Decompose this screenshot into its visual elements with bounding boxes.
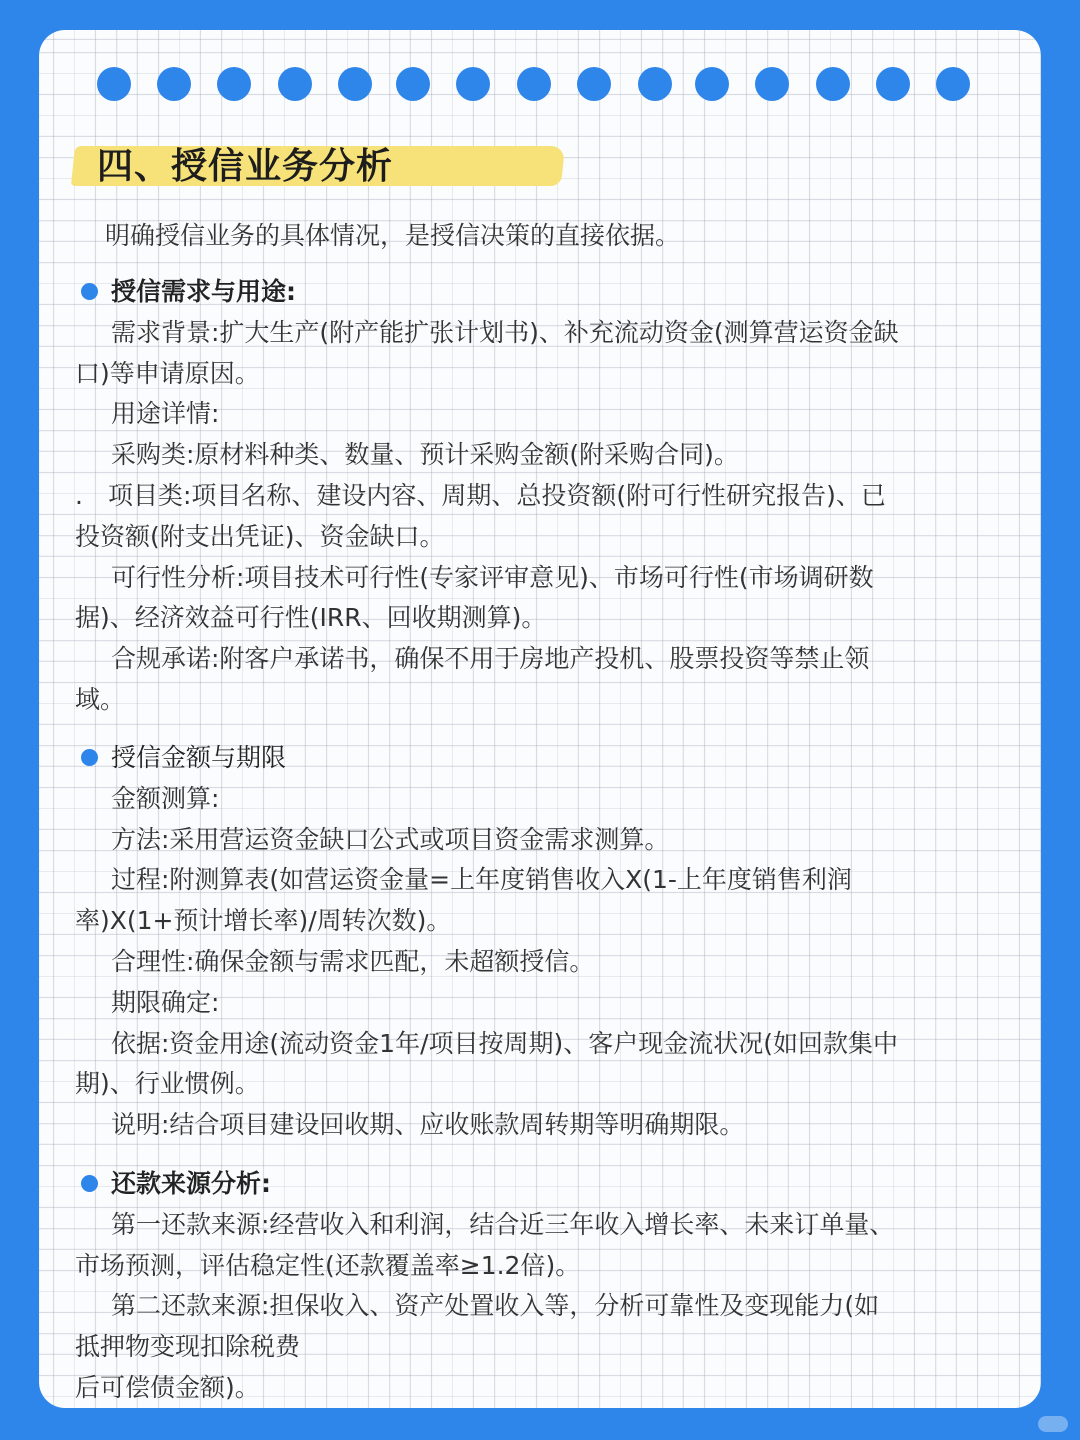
paragraph-line: 期限确定: xyxy=(111,987,220,1017)
bullet-icon xyxy=(81,749,98,766)
section-title-text: 授信需求与用途: xyxy=(111,277,296,306)
paragraph-line: 抵押物变现扣除税费 xyxy=(75,1332,301,1362)
intro-text: 明确授信业务的具体情况，是授信决策的直接依据。 xyxy=(105,221,681,250)
binder-hole-icon xyxy=(456,67,490,101)
section-title xyxy=(75,272,1005,313)
paragraph-line: . 项目类:项目名称、建设内容、周期、总投资额(附可行性研究报告)、已 xyxy=(75,480,886,510)
binder-hole-icon xyxy=(936,67,970,101)
section-title-text: 还款来源分析: xyxy=(111,1169,271,1198)
paragraph-line: 合规承诺:附客户承诺书，确保不用于房地产投机、股票投资等禁止领 xyxy=(111,644,870,674)
binder-hole-icon xyxy=(157,67,191,101)
paragraph-line: 第一还款来源:经营收入和利润，结合近三年收入增长率、未来订单量、 xyxy=(111,1209,895,1239)
section-amount-term xyxy=(75,738,1005,1146)
paragraph-line: 合理性:确保金额与需求匹配，未超额授信。 xyxy=(111,946,595,976)
section-title-text: 授信金额与期限 xyxy=(111,743,287,772)
binder-hole-icon xyxy=(517,67,551,101)
section-title xyxy=(75,738,1005,779)
paragraph-line: 采购类:原材料种类、数量、预计采购金额(附采购合同)。 xyxy=(111,440,739,470)
section-title xyxy=(75,1164,1005,1205)
section-repayment xyxy=(75,1164,1005,1408)
paragraph-line: 过程:附测算表(如营运资金量=上年度销售收入X(1-上年度销售利润 xyxy=(111,865,852,895)
paragraph-line: 用途详情: xyxy=(111,399,220,429)
binder-hole-icon xyxy=(396,67,430,101)
paragraph-line: 可行性分析:项目技术可行性(专家评审意见)、市场可行性(市场调研数 xyxy=(111,562,874,592)
paragraph-line: 需求背景:扩大生产(附产能扩张计划书)、补充流动资金(测算营运资金缺 xyxy=(111,317,899,347)
paragraph-line: 金额测算: xyxy=(111,783,220,813)
paragraph-line: 依据:资金用途(流动资金1年/项目按周期)、客户现金流状况(如回款集中 xyxy=(111,1028,899,1058)
bullet-icon xyxy=(81,1175,98,1192)
binder-hole-icon xyxy=(816,67,850,101)
paragraph-line: 据)、经济效益可行性(IRR、回收期测算)。 xyxy=(75,603,547,633)
binder-hole-icon xyxy=(876,67,910,101)
bullet-icon xyxy=(81,283,98,300)
binder-hole-icon xyxy=(638,67,672,101)
paragraph-line: 市场预测，评估稳定性(还款覆盖率≥1.2倍)。 xyxy=(75,1250,581,1280)
paragraph-line: 期)、行业惯例。 xyxy=(75,1069,260,1099)
binder-hole-icon xyxy=(278,67,312,101)
note-card xyxy=(39,30,1041,1408)
binder-holes xyxy=(39,30,1041,140)
page-title: 四、授信业务分析 xyxy=(97,146,394,187)
watermark xyxy=(1038,1416,1068,1432)
paragraph-line: 第二还款来源:担保收入、资产处置收入等，分析可靠性及变现能力(如 xyxy=(111,1291,880,1321)
binder-hole-icon xyxy=(97,67,131,101)
paragraph-line: 率)X(1+预计增长率)/周转次数)。 xyxy=(75,906,452,936)
binder-hole-icon xyxy=(338,67,372,101)
paragraph-line: 投资额(附支出凭证)、资金缺口。 xyxy=(75,521,445,551)
paragraph-line: 域。 xyxy=(75,684,126,714)
paragraph-line: 说明:结合项目建设回收期、应收账款周转期等明确期限。 xyxy=(111,1110,745,1140)
section-credit-needs xyxy=(75,272,1005,721)
binder-hole-icon xyxy=(695,67,729,101)
paragraph-line: 后可偿债金额)。 xyxy=(75,1372,260,1402)
paragraph-line: 方法:采用营运资金缺口公式或项目资金需求测算。 xyxy=(111,824,670,854)
paragraph-line: 口)等申请原因。 xyxy=(75,358,260,388)
binder-hole-icon xyxy=(217,67,251,101)
binder-hole-icon xyxy=(755,67,789,101)
binder-hole-icon xyxy=(577,67,611,101)
